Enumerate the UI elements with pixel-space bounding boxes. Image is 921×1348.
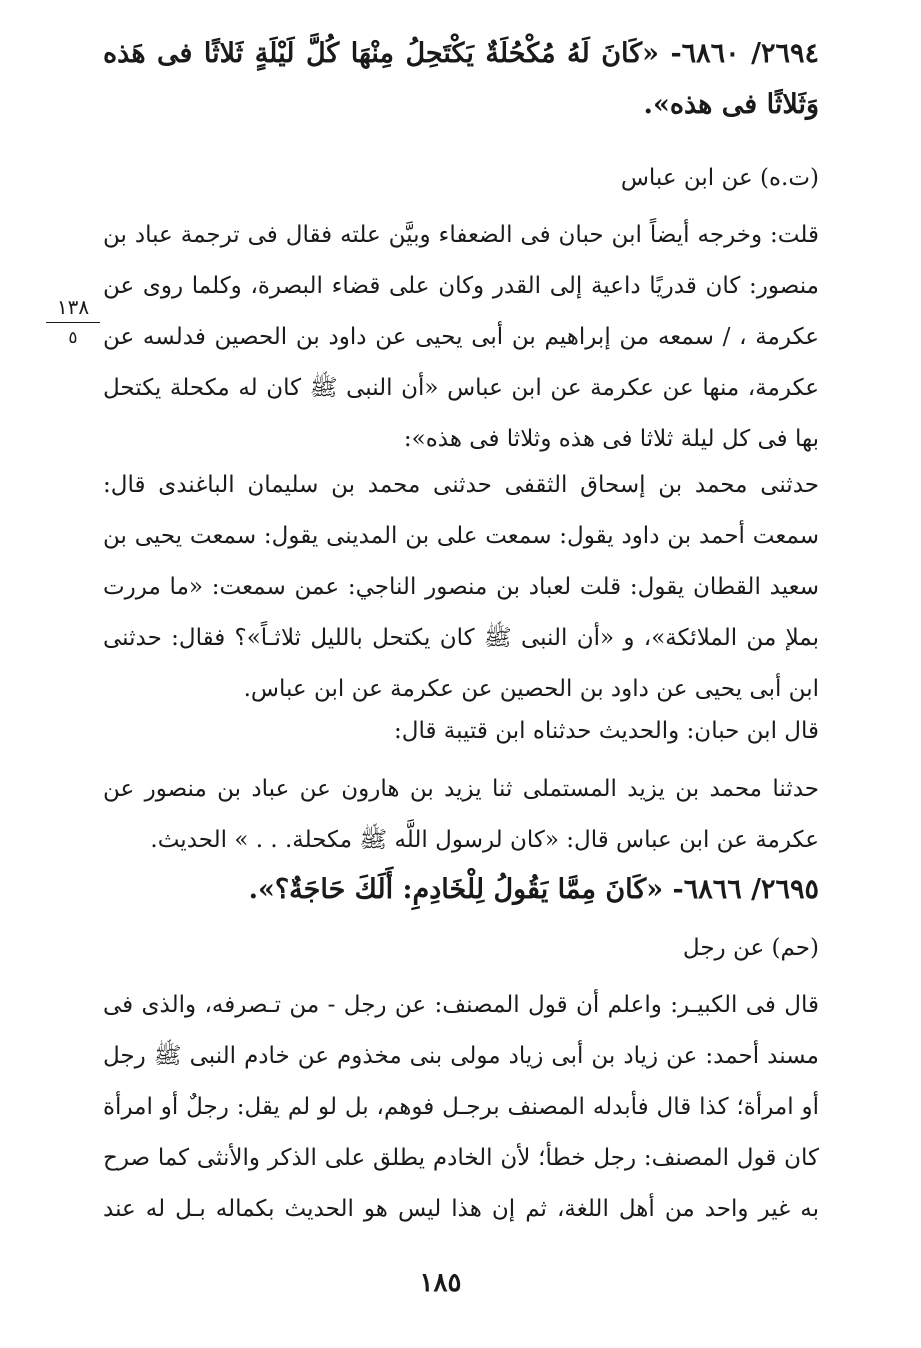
commentary-5-line-2: مسند أحمد: عن زياد بن أبى زياد مولى بنى مخذوم عن خادم النبى ﷺ رجل	[103, 1043, 819, 1069]
commentary-5-line-3: أو امرأة؛ كذا قال فأبدله المصنف برجـل فوهم، بل لو لم يقل: رجلٌ أو امرأة	[103, 1094, 819, 1120]
hadith-2695-line-1: ٢٦٩٥/ ٦٨٦٦- «كَانَ مِمَّا يَقُولُ لِلْخَادِمِ: أَلَكَ حَاجَةٌ؟».	[248, 874, 819, 905]
commentary-2-line-5: ابن أبى يحيى عن داود بن الحصين عن عكرمة عن ابن عباس.	[243, 676, 819, 702]
margin-note-rule	[46, 322, 100, 323]
commentary-1-line-5: بها فى كل ليلة ثلاثا فى هذه وثلاثا فى هذه»:	[403, 426, 819, 452]
commentary-5-line-1: قال فى الكبيـر: واعلم أن قول المصنف: عن رجل - من تـصرفه، والذى فى	[103, 992, 819, 1018]
commentary-3-line-1: قال ابن حبان: والحديث حدثناه ابن قتيبة قال:	[393, 718, 819, 744]
commentary-5-line-4: كان قول المصنف: رجل خطأ؛ لأن الخادم يطلق على الذكر والأنثى كما صرح	[103, 1145, 819, 1171]
hadith-2694-line-1: ٢٦٩٤/ ٦٨٦٠- «كَانَ لَهُ مُكْحُلَةٌ يَكْتَحِلُ مِنْهَا كُلَّ لَيْلَةٍ ثَلاثًا فى هَذه	[103, 38, 819, 69]
commentary-1-line-2: منصور: كان قدريًا داعية إلى القدر وكان على قضاء البصرة، وكلما روى عن	[103, 273, 819, 299]
commentary-2-line-3: سعيد القطان يقول: قلت لعباد بن منصور الناجي: عمن سمعت: «ما مررت	[103, 574, 819, 600]
commentary-2-line-1: حدثنى محمد بن إسحاق الثقفى حدثنى محمد بن سليمان الباغندى قال:	[103, 472, 819, 498]
hadith-2694-source: (ت.ه) عن ابن عباس	[620, 165, 819, 191]
hadith-2695	[103, 864, 819, 915]
commentary-paragraph-4	[103, 764, 819, 866]
commentary-4-line-2: عكرمة عن ابن عباس قال: «كان لرسول اللَّه ﷺ مكحلة. . . » الحديث.	[150, 827, 819, 853]
page-number: ١٨٥	[419, 1268, 462, 1298]
commentary-paragraph-5	[103, 980, 819, 1235]
margin-page-reference	[38, 294, 108, 351]
margin-note-top: ١٣٨	[56, 295, 90, 319]
hadith-2694-line-2: وَثَلاثًا فى هذه».	[643, 89, 819, 120]
margin-note-bottom: ٥	[68, 328, 78, 348]
commentary-paragraph-3	[103, 706, 819, 757]
hadith-2695-source: (حم) عن رجل	[682, 935, 819, 961]
commentary-1-line-4: عكرمة، منها عن عكرمة عن ابن عباس «أن النبى ﷺ كان له مكحلة يكتحل	[103, 375, 819, 401]
commentary-paragraph-2	[103, 460, 819, 715]
commentary-paragraph-1	[103, 210, 819, 465]
commentary-2-line-4: بملإ من الملائكة»، و «أن النبى ﷺ كان يكتحل بالليل ثلاثـاً»؟ فقال: حدثنى	[103, 625, 819, 651]
commentary-2-line-2: سمعت أحمد بن داود يقول: سمعت على بن المدينى يقول: سمعت يحيى بن	[103, 523, 819, 549]
commentary-1-line-3: عكرمة ، / سمعه من إبراهيم بن أبى يحيى عن داود بن الحصين فدلسه عن	[103, 324, 819, 350]
commentary-4-line-1: حدثنا محمد بن يزيد المستملى ثنا يزيد بن هارون عن عباد بن منصور عن	[103, 776, 819, 802]
commentary-5-line-5: به غير واحد من أهل اللغة، ثم إن هذا ليس هو الحديث بكماله بـل له عند	[103, 1196, 819, 1222]
hadith-2694	[103, 28, 819, 130]
commentary-1-line-1: قلت: وخرجه أيضاً ابن حبان فى الضعفاء وبيَّن علته فقال فى ترجمة عباد بن	[103, 222, 819, 248]
